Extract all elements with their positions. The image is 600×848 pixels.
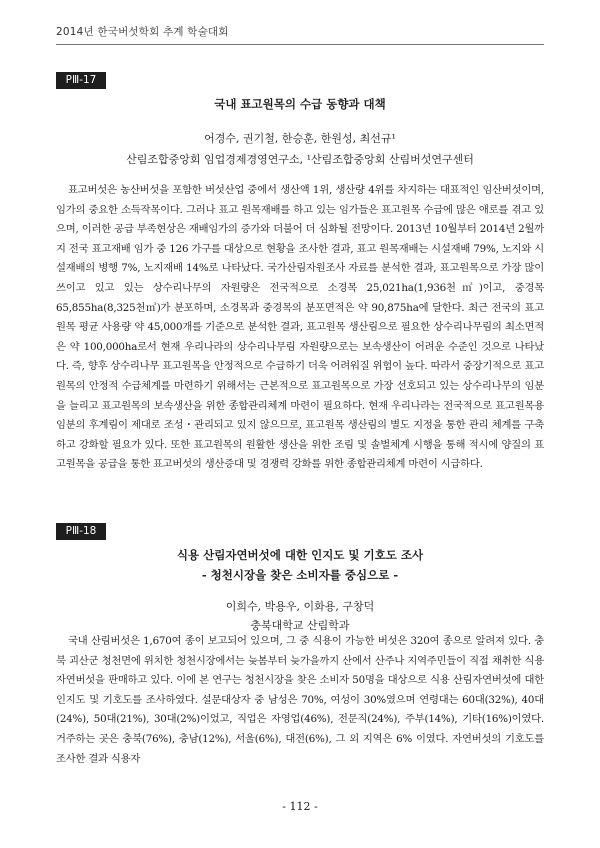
page-number: - 112 - [282, 800, 318, 813]
abstract-badge: PⅢ-17 [56, 72, 106, 89]
abstract-authors: 어경수, 권기철, 한승훈, 한원성, 최선규¹ [204, 132, 396, 145]
abstract-body: 표고버섯은 농산버섯을 포함한 버섯산업 중에서 생산액 1위, 생산량 4위를 차지하는 대표적인 임산버섯이며, 임가의 중요한 소득작목이다. 그러나 표고 원목재배를 하고 있는 임가들은 표고원목 수급에 많은 애로를 겪고 있으며, 이러한 공급 부족현상은 재배임가의 증가와 더불어 더 심화될 전망이다. 2013년 10월부터 2014년 2월까지 전국 표고재배 임가 중 126 가구를 대상으로 현황을 조사한 결과, 표고 원목재배는 시설재배 79%, 노지와 시설재배의 병행 7%, 노지재배 14%로 나타났다. 국가산림자원조사 자료를 분석한 결과, 표고원목으로 가장 많이 쓰이고 있고 있는 상수리나무의 자원량은 전국적으로 소경목 25,021ha(1,936천㎥)이고, 중경목 65,855ha(8,325천㎥)가 분포하며, 소경목과 중경목의 분포면적은 약 90,875ha에 달한다. 최근 전국의 표고원목 평균 사용량 약 45,000개를 기준으로 분석한 결과, 표고원목 생산림으로 필요한 상수리나무림의 최소면적은 약 100,000ha로서 현재 우리나라의 상수리나무림 자원량으로는 보속생산이 어려운 수준인 것으로 나타났다. 즉, 향후 상수리나무 표고원목을 안정적으로 수급하기 더욱 어려워질 위험이 높다. 따라서 중장기적으로 표고원목의 안정적 수급체계를 마련하기 위해서는 근본적으로 표고원목으로 가장 선호되고 있는 상수리나무의 임분을 늘리고 표고원목의 보속생산을 위한 종합관리체계 마련이 필요하다. 현재 우리나라는 전국적으로 표고원목용 임분의 후계림이 제대로 조성・관리되고 있지 않으므로, 표고원목 생산림의 별도 지정을 통한 관리 체계를 구축하고 강화할 필요가 있다. 또한 표고원목의 원활한 생산을 위한 조림 및 솔벌체계 시행을 통해 적시에 양질의 표고원목을 공급을 통한 표고버섯의 생산증대 및 경쟁력 강화를 위한 종합관리체계 마련이 시급하다. [56, 184, 544, 471]
abstract-title: 식용 산림자연버섯에 대한 인지도 및 기호도 조사 [176, 548, 424, 562]
abstract-body: 국내 산림버섯은 1,670여 종이 보고되어 있으며, 그 중 식용이 가능한 버섯은 320여 종으로 알려져 있다. 충북 괴산군 청천면에 위치한 청천시장에서는 늦봄부터 늦가을까지 산에서 산주나 지역주민들이 직접 채취한 식용자연버섯을 판매하고 있다. 이에 본 연구는 청천시장을 찾은 소비자 50명을 대상으로 식용 산림자연버섯에 대한 인지도 및 기호도를 조사하였다. 설문대상자 중 남성은 70%, 여성이 30%였으며 연령대는 60대(32%), 40대(24%), 50대(21%), 30대(2%)이었고, 직업은 자영업(46%), 전문직(24%), 주부(14%), 기타(16%)이였다. 거주하는 곳은 충북(76%), 충남(12%), 서울(6%), 대전(6%), 그 외 지역은 6% 이였다. 자연버섯의 기호도를 조사한 결과 식용자 [56, 635, 544, 765]
running-header: 2014년 한국버섯학회 추계 학술대회 [56, 26, 229, 38]
abstract-subtitle: - 청천시장을 찾은 소비자를 중심으로 - [201, 568, 399, 582]
abstract-affiliation: 산림조합중앙회 임업경제경영연구소, ¹산림조합중앙회 산림버섯연구센터 [126, 153, 474, 166]
abstract-affiliation: 충북대학교 산림학과 [250, 619, 350, 632]
abstract-title: 국내 표고원목의 수급 동향과 대책 [214, 97, 386, 111]
abstract-badge: PⅢ-18 [56, 523, 106, 540]
abstract-authors: 이희수, 박용우, 이화용, 구창덕 [225, 600, 375, 613]
header-rule [56, 44, 544, 45]
